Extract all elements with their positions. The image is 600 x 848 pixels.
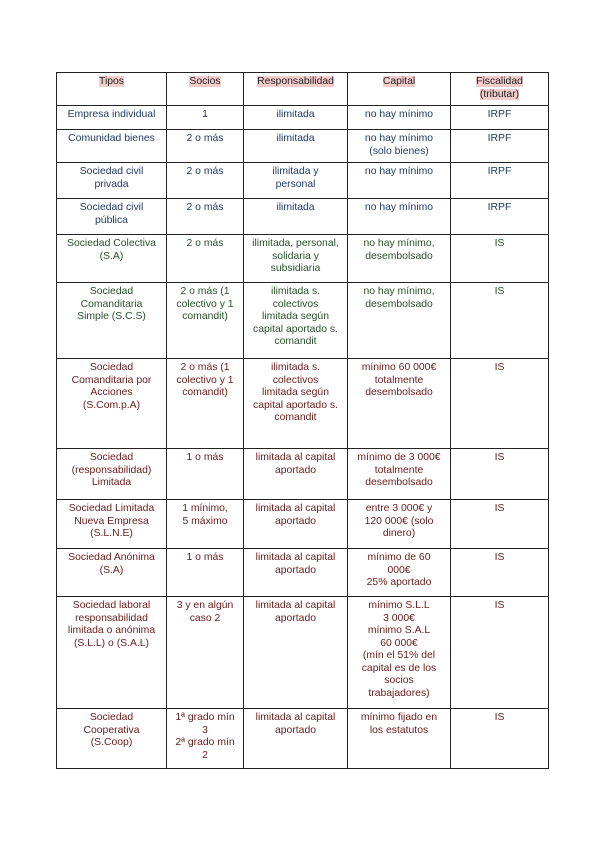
cell-line: limitada al capital xyxy=(255,600,336,611)
cell-responsabilidad xyxy=(244,359,348,449)
cell-line: personal xyxy=(275,178,316,190)
cell-line: (S.L.N.E) xyxy=(90,528,133,539)
cell-line: (S.Coop) xyxy=(90,737,133,748)
cell-socios xyxy=(167,235,244,283)
cell-line: limitada al capital xyxy=(255,503,336,514)
table-row xyxy=(57,130,549,163)
cell-socios xyxy=(167,597,244,709)
cell-line: mínimo fijado en xyxy=(360,712,438,723)
cell-line: subsidiaria xyxy=(270,263,321,274)
cell-line: colectivo y 1 xyxy=(176,298,234,310)
cell-line: privada xyxy=(94,178,129,190)
cell-responsabilidad xyxy=(244,163,348,199)
cell-line: los estatutos xyxy=(369,724,429,736)
cell-line: desembolsado xyxy=(365,387,433,398)
cell-line: colectivos xyxy=(272,298,319,310)
cell-line: IS xyxy=(494,600,505,611)
cell-fiscalidad xyxy=(451,199,549,235)
cell-tipo xyxy=(57,449,167,500)
cell-line: Sociedad Anónima xyxy=(68,552,155,563)
cell-line: 2 o más xyxy=(186,238,224,249)
cell-line: capital es de los xyxy=(361,662,437,674)
cell-fiscalidad xyxy=(451,106,549,130)
cell-line: Comanditaria por xyxy=(71,374,152,386)
cell-line: totalmente xyxy=(374,464,424,476)
cell-socios xyxy=(167,163,244,199)
cell-line: ilimitada y xyxy=(272,166,319,177)
cell-tipo xyxy=(57,283,167,359)
cell-line: (S.A) xyxy=(99,564,124,576)
cell-line: no hay mínimo xyxy=(364,166,434,177)
cell-line: aportado xyxy=(274,724,317,736)
table-row xyxy=(57,597,549,709)
cell-tipo xyxy=(57,500,167,549)
cell-socios xyxy=(167,283,244,359)
cell-tipo xyxy=(57,359,167,449)
cell-responsabilidad xyxy=(244,549,348,597)
table-row xyxy=(57,163,549,199)
cell-line: entre 3 000€ y xyxy=(365,503,433,514)
cell-capital xyxy=(348,235,451,283)
cell-line: Sociedad xyxy=(89,712,134,723)
cell-line: 2 o más xyxy=(186,202,224,213)
cell-responsabilidad xyxy=(244,709,348,769)
cell-line: (responsabilidad) xyxy=(71,464,152,476)
cell-responsabilidad xyxy=(244,235,348,283)
cell-line: 2 xyxy=(202,749,208,761)
cell-fiscalidad xyxy=(451,130,549,163)
cell-line: limitada al capital xyxy=(255,712,336,723)
cell-socios xyxy=(167,130,244,163)
cell-line: dinero) xyxy=(382,528,416,539)
cell-line: Comunidad bienes xyxy=(68,133,155,144)
cell-responsabilidad xyxy=(244,199,348,235)
cell-line: IRPF xyxy=(487,109,512,120)
cell-line: 2 o más xyxy=(186,166,224,177)
cell-capital xyxy=(348,500,451,549)
cell-line: Simple (S.C.S) xyxy=(77,311,146,322)
cell-line: no hay mínimo, xyxy=(363,286,435,297)
table-row xyxy=(57,106,549,130)
cell-line: IRPF xyxy=(487,166,512,177)
cell-line: 1 xyxy=(202,109,208,120)
cell-fiscalidad xyxy=(451,235,549,283)
cell-line: mínimo S.L.L xyxy=(368,600,430,611)
header-responsabilidad: Responsabilidad xyxy=(244,73,348,106)
cell-line: aportado xyxy=(274,464,317,476)
cell-line: 2 o más (1 xyxy=(180,286,230,297)
cell-line: no hay mínimo xyxy=(364,133,434,144)
cell-line: capital aportado s. xyxy=(253,399,338,411)
cell-line: desembolsado xyxy=(365,477,433,488)
cell-line: Limitada xyxy=(91,477,132,488)
cell-line: 2 o más xyxy=(186,133,224,144)
cell-line: ilimitada s. xyxy=(270,286,321,297)
cell-line: no hay mínimo xyxy=(364,202,434,213)
cell-line: IS xyxy=(494,712,505,723)
cell-tipo xyxy=(57,199,167,235)
cell-line: 2ª grado mín xyxy=(175,737,235,748)
cell-capital xyxy=(348,449,451,500)
header-tipos: Tipos xyxy=(57,73,167,106)
cell-socios xyxy=(167,709,244,769)
cell-line: ilimitada s. xyxy=(270,362,321,373)
cell-line: IS xyxy=(494,552,505,563)
cell-line: limitada según xyxy=(261,387,329,398)
cell-responsabilidad xyxy=(244,597,348,709)
cell-line: Sociedad xyxy=(89,452,134,463)
cell-line: IRPF xyxy=(487,202,512,213)
cell-line: ilimitada xyxy=(276,202,315,213)
cell-line: 000€ xyxy=(387,564,411,576)
cell-line: desembolsado xyxy=(365,298,433,310)
cell-tipo xyxy=(57,130,167,163)
cell-line: Empresa individual xyxy=(67,109,156,120)
cell-tipo xyxy=(57,597,167,709)
cell-line: Comanditaria xyxy=(80,298,143,310)
cell-line: Sociedad Limitada xyxy=(68,503,155,514)
cell-line: mínimo de 60 xyxy=(367,552,431,563)
cell-line: 2 o más (1 xyxy=(180,362,230,373)
cell-line: aportado xyxy=(274,515,317,527)
cell-line: colectivo y 1 xyxy=(176,374,234,386)
cell-line: solidaria y xyxy=(272,250,319,262)
cell-line: comandit) xyxy=(182,311,228,322)
cell-line: totalmente xyxy=(374,374,424,386)
cell-tipo xyxy=(57,709,167,769)
cell-line: IS xyxy=(494,238,505,249)
cell-tipo xyxy=(57,235,167,283)
cell-fiscalidad xyxy=(451,283,549,359)
cell-line: 1 o más xyxy=(186,552,224,563)
cell-line: aportado xyxy=(274,564,317,576)
cell-line: 25% aportado xyxy=(366,577,432,588)
cell-line: IRPF xyxy=(487,133,512,144)
cell-fiscalidad xyxy=(451,500,549,549)
cell-line: Nueva Empresa xyxy=(74,515,149,527)
cell-tipo xyxy=(57,163,167,199)
cell-line: (S.Com.p.A) xyxy=(82,399,141,411)
cell-capital xyxy=(348,163,451,199)
cell-responsabilidad xyxy=(244,449,348,500)
cell-line: ilimitada xyxy=(276,133,315,144)
cell-line: aportado xyxy=(274,612,317,624)
cell-line: mínimo S.A.L xyxy=(367,625,431,636)
cell-capital xyxy=(348,709,451,769)
cell-line: desembolsado xyxy=(365,250,433,262)
cell-capital xyxy=(348,199,451,235)
cell-line: no hay mínimo xyxy=(364,109,434,120)
cell-responsabilidad xyxy=(244,283,348,359)
cell-line: Sociedad laboral xyxy=(72,600,151,611)
cell-line: limitada al capital xyxy=(255,452,336,463)
table-row xyxy=(57,449,549,500)
cell-capital xyxy=(348,106,451,130)
cell-line: (S.A) xyxy=(99,250,124,262)
cell-line: IS xyxy=(494,286,505,297)
table-row xyxy=(57,549,549,597)
cell-responsabilidad xyxy=(244,500,348,549)
cell-line: IS xyxy=(494,452,505,463)
cell-line: ilimitada, personal, xyxy=(252,238,339,249)
table-row xyxy=(57,235,549,283)
cell-line: (S.L.L) o (S.A.L) xyxy=(73,637,150,649)
cell-line: 3 xyxy=(202,724,208,736)
header-capital: Capital xyxy=(348,73,451,106)
cell-line: Sociedad xyxy=(89,362,134,373)
cell-line: socios xyxy=(384,675,414,686)
cell-line: limitada o anónima xyxy=(67,625,156,636)
table-row xyxy=(57,500,549,549)
cell-socios xyxy=(167,199,244,235)
cell-fiscalidad xyxy=(451,597,549,709)
cell-line: colectivos xyxy=(272,374,319,386)
table-row xyxy=(57,359,549,449)
cell-line: 1 o más xyxy=(186,452,224,463)
cell-line: no hay mínimo, xyxy=(363,238,435,249)
cell-capital xyxy=(348,283,451,359)
cell-capital xyxy=(348,359,451,449)
cell-capital xyxy=(348,597,451,709)
cell-line: Sociedad Colectiva xyxy=(67,238,156,249)
cell-socios xyxy=(167,549,244,597)
cell-fiscalidad xyxy=(451,709,549,769)
cell-line: responsabilidad xyxy=(75,612,148,624)
table-row xyxy=(57,283,549,359)
cell-line: comandit xyxy=(274,336,317,347)
cell-line: Sociedad xyxy=(89,286,134,297)
cell-line: limitada según xyxy=(261,311,329,322)
cell-tipo xyxy=(57,106,167,130)
cell-socios xyxy=(167,500,244,549)
cell-line: mínimo 60 000€ xyxy=(361,362,437,373)
cell-line: 1ª grado mín xyxy=(175,712,235,723)
cell-line: 5 máximo xyxy=(182,515,228,527)
cell-capital xyxy=(348,130,451,163)
cell-socios xyxy=(167,106,244,130)
cell-line: 3 y en algún xyxy=(176,600,234,611)
cell-line: Sociedad civil xyxy=(79,202,144,213)
cell-socios xyxy=(167,449,244,500)
cell-line: 120 000€ (solo xyxy=(364,515,434,527)
table-row xyxy=(57,709,549,769)
cell-line: 1 mínimo, xyxy=(182,503,228,514)
cell-line: mínimo de 3 000€ xyxy=(357,452,441,463)
cell-fiscalidad xyxy=(451,449,549,500)
cell-line: limitada al capital xyxy=(255,552,336,563)
cell-line: Acciones xyxy=(90,387,133,398)
cell-line: 3 000€ xyxy=(383,612,415,624)
cell-line: (solo bienes) xyxy=(369,145,429,157)
cell-fiscalidad xyxy=(451,359,549,449)
cell-line: pública xyxy=(95,214,128,226)
company-types-table xyxy=(56,72,549,769)
cell-tipo xyxy=(57,549,167,597)
cell-responsabilidad xyxy=(244,130,348,163)
cell-line: IS xyxy=(494,362,505,373)
cell-line: trabajadores) xyxy=(368,687,430,699)
cell-line: ilimitada xyxy=(276,109,315,120)
cell-line: caso 2 xyxy=(189,612,221,624)
cell-responsabilidad xyxy=(244,106,348,130)
cell-line: Sociedad civil xyxy=(79,166,144,177)
cell-line: comandit xyxy=(274,412,317,423)
header-socios: Socios xyxy=(167,73,244,106)
cell-fiscalidad xyxy=(451,163,549,199)
header-fiscalidad: Fiscalidad (tributar) xyxy=(451,73,549,106)
table-row xyxy=(57,199,549,235)
cell-line: capital aportado s. xyxy=(253,323,338,335)
cell-line: Cooperativa xyxy=(83,724,140,736)
table-header-row xyxy=(57,73,549,106)
cell-line: IS xyxy=(494,503,505,514)
cell-capital xyxy=(348,549,451,597)
cell-line: 60 000€ xyxy=(380,637,418,649)
cell-line: comandit) xyxy=(182,387,228,398)
cell-fiscalidad xyxy=(451,549,549,597)
cell-socios xyxy=(167,359,244,449)
cell-line: (mín el 51% del xyxy=(362,650,436,661)
